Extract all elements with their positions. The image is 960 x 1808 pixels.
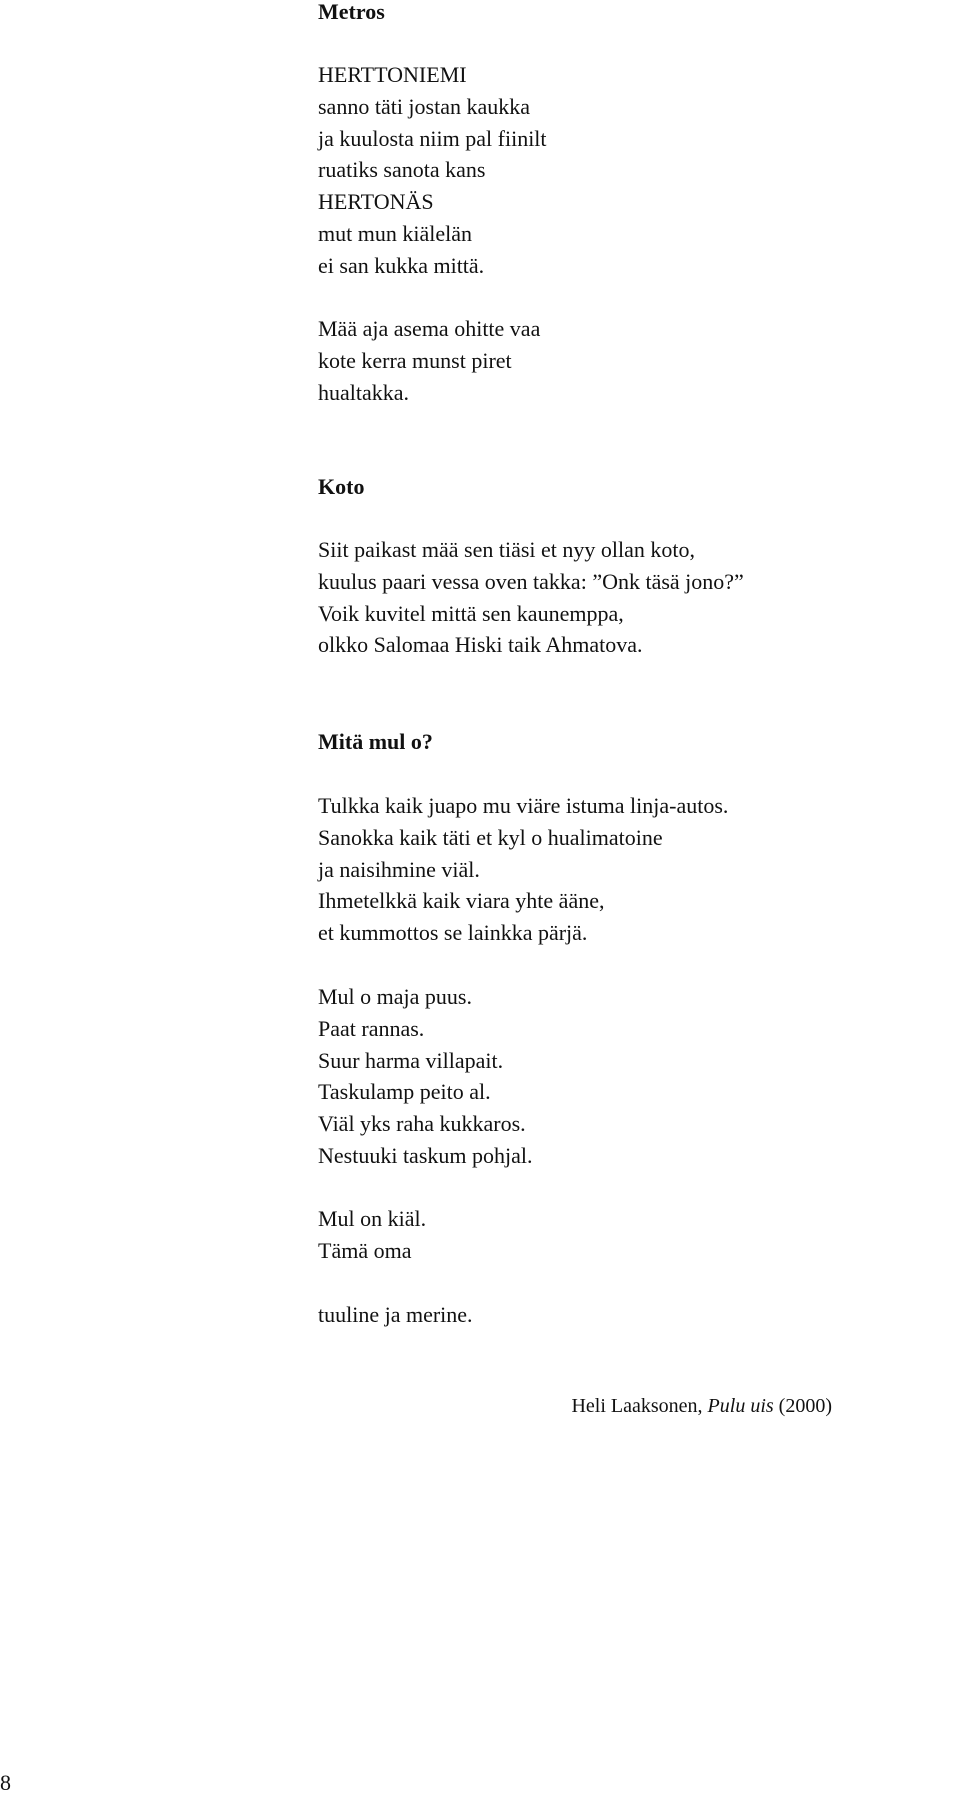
poem-line: tuuline ja merine. (318, 1302, 473, 1327)
poem-line: olkko Salomaa Hiski taik Ahmatova. (318, 632, 643, 658)
section-heading: Mitä mul o? (318, 729, 433, 754)
poem-line: Sanokka kaik täti et kyl o hualimatoine (318, 824, 663, 850)
citation-author: Heli Laaksonen, (571, 1395, 708, 1417)
poem-line: Viäl yks raha kukkaros. (318, 1111, 526, 1137)
stanza (318, 1299, 473, 1331)
poem-line: Taskulamp peito al. (318, 1079, 491, 1105)
poem-title: Metros (318, 0, 385, 24)
poem-line: Mää aja asema ohitte vaa (318, 316, 541, 341)
stanza (318, 790, 728, 949)
citation-work: Pulu uis (707, 1395, 774, 1417)
poem-line: Paat rannas. (318, 1015, 425, 1041)
stanza (318, 313, 540, 408)
citation (571, 1395, 832, 1418)
poem-line: ruatiks sanota kans (318, 157, 486, 183)
poem-line: hualtakka. (318, 379, 410, 405)
poem-line: ei san kukka mittä. (318, 252, 485, 278)
poem-line: Ihmetelkkä kaik viara yhte ääne, (318, 888, 605, 914)
poem-line: Siit paikast mää sen tiäsi et nyy ollan koto, (318, 537, 695, 562)
poem-line: Voik kuvitel mittä sen kaunemppa, (318, 600, 624, 626)
page-number: 8 (0, 1770, 11, 1795)
poem-line: Mul o maja puus. (318, 984, 472, 1009)
poem-line: ja kuulosta niim pal fiinilt (318, 125, 547, 151)
poem-line: et kummottos se lainkka pärjä. (318, 920, 588, 946)
stanza (318, 534, 744, 661)
poem-line: ja naisihmine viäl. (318, 856, 480, 882)
poem-line: Tulkka kaik juapo mu viäre istuma linja-autos. (318, 793, 729, 818)
poem-line: Tämä oma (318, 1237, 412, 1263)
poem-line: HERTTONIEMI (318, 62, 467, 87)
stanza (318, 59, 547, 282)
stanza (318, 981, 532, 1172)
poem-line: sanno täti jostan kaukka (318, 93, 531, 119)
poem-line: HERTONÄS (318, 189, 434, 215)
section-heading: Koto (318, 474, 365, 499)
poem-line: kote kerra munst piret (318, 347, 512, 373)
poem-line: Nestuuki taskum pohjal. (318, 1142, 533, 1168)
poem-line: Suur harma villapait. (318, 1047, 504, 1073)
poem-line: Mul on kiäl. (318, 1206, 427, 1231)
poem-line: mut mun kiälelän (318, 220, 472, 246)
citation-year: (2000) (773, 1395, 832, 1417)
poem-line: kuulus paari vessa oven takka: ”Onk täsä jono?” (318, 568, 744, 594)
stanza (318, 1203, 426, 1267)
